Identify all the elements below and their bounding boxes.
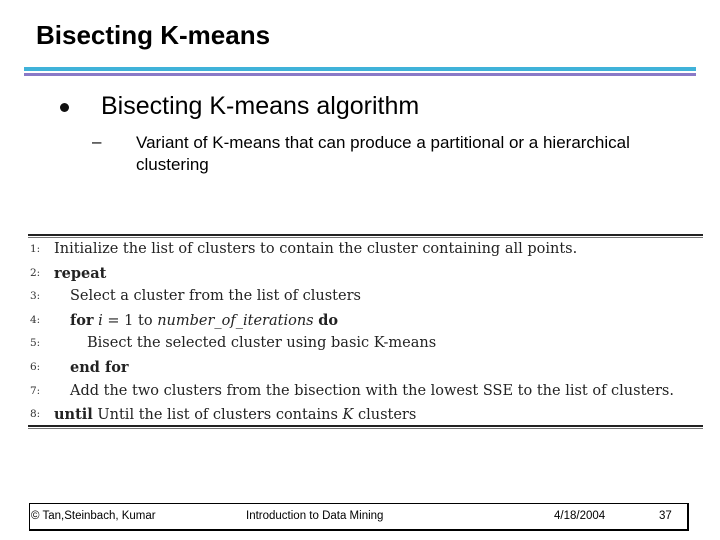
algo-variable: i — [98, 312, 103, 329]
algo-variable: number_of_iterations — [157, 312, 314, 329]
algo-line — [30, 285, 700, 309]
line-number: 8: — [30, 408, 41, 421]
dash-icon: – — [92, 132, 102, 151]
algo-keyword: do — [318, 311, 339, 329]
bullet-dot-icon — [60, 103, 69, 112]
algo-text: Select a cluster from the list of clusters — [70, 288, 361, 305]
slide-title: Bisecting K-means — [36, 20, 271, 50]
line-number: 1: — [30, 243, 41, 255]
algo-keyword: repeat — [54, 264, 107, 282]
line-number: 7: — [30, 384, 41, 397]
algorithm-top-rule — [28, 234, 703, 236]
algo-text: Bisect the selected cluster using basic K-means — [87, 335, 437, 352]
line-number: 5: — [30, 337, 41, 350]
algo-text: Until the list of clusters contains — [97, 407, 343, 424]
algo-line — [30, 309, 700, 333]
algorithm-block — [30, 238, 700, 427]
algo-line — [30, 403, 700, 427]
line-number: 4: — [30, 313, 41, 326]
algo-line — [30, 380, 700, 404]
algo-text: Add the two clusters from the bisection with the lowest SSE to the list of clusters. — [70, 382, 674, 399]
line-number: 3: — [30, 290, 41, 303]
algo-keyword: for — [70, 311, 94, 329]
line-number: 6: — [30, 360, 41, 373]
algorithm-bottom-rule — [28, 425, 703, 427]
footer-copyright: © Tan,Steinbach, Kumar — [31, 510, 156, 522]
footer-date: 4/18/2004 — [554, 510, 606, 522]
algo-variable: K — [342, 407, 354, 424]
algorithm-bottom-rule-thin — [28, 428, 703, 429]
title-underline-purple — [24, 73, 696, 76]
title-underline-cyan — [24, 67, 696, 71]
bullet-sub: Variant of K-means that can produce a partitional or a hierarchical clustering — [136, 133, 630, 174]
algo-line — [30, 238, 700, 262]
algo-text: clusters — [353, 407, 417, 424]
algo-for-statement — [70, 309, 338, 334]
algo-keyword: end for — [70, 358, 129, 376]
line-number: 2: — [30, 266, 41, 279]
algo-line — [30, 356, 700, 380]
algo-keyword: until — [54, 406, 93, 424]
algo-line — [30, 332, 700, 356]
footer-course: Introduction to Data Mining — [246, 510, 384, 522]
footer-page-number: 37 — [659, 510, 672, 522]
algo-text: Initialize the list of clusters to contain the cluster containing all points. — [54, 241, 578, 257]
bullet-main: Bisecting K-means algorithm — [101, 92, 420, 120]
algo-line — [30, 262, 700, 286]
algo-text: = 1 to — [102, 312, 158, 329]
